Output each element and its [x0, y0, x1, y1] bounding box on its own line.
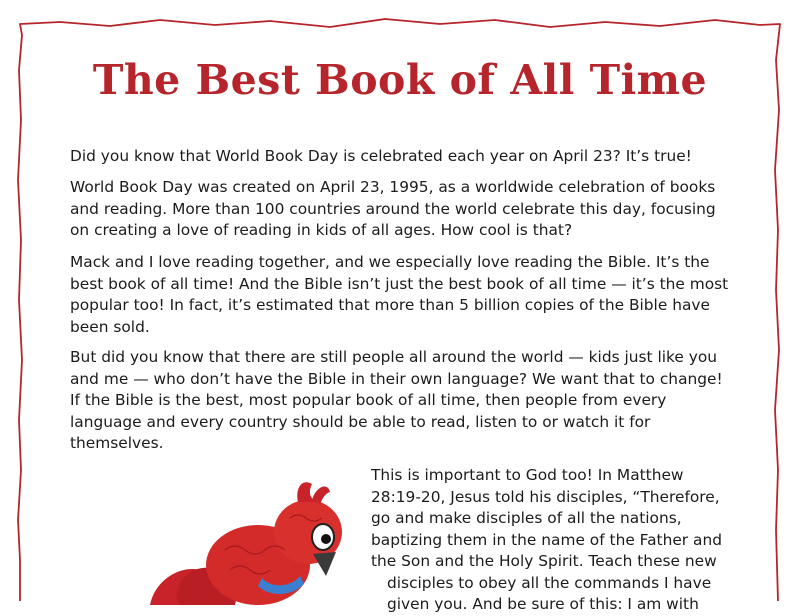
paragraph-language: But did you know that there are still people all around the world — kids just like you and me — who don’t have the Bible in their own language? We want that to change! If the Bible is the best, most popular book of all time, then people from every language and every country should be able to read, listen to or watch it for themselves.	[70, 348, 723, 452]
paragraph-world-book-day: Did you know that World Book Day is celebrated each year on April 23? It’s true!	[70, 147, 692, 165]
paragraph-matthew-part2: disciples to obey all the commands I have given you. And be sure of this: I am with	[387, 573, 712, 613]
paragraph-matthew-part1: This is important to God too! In Matthew 28:19-20, Jesus told his disciples, “Therefore, go and make disciples of all the nations, baptizing them in the name of the Father and the Son and the Holy Spirit. Teach these new	[371, 466, 722, 570]
paragraph-matthew	[371, 465, 736, 616]
paragraph-history: World Book Day was created on April 23, 1995, as a worldwide celebration of books and reading. More than 100 countries around the world celebrate this day, focusing on creating a love of reading in kids of all ages. How cool is that?	[70, 178, 716, 239]
page-title: The Best Book of All Time	[92, 56, 708, 104]
paragraph-bible: Mack and I love reading together, and we especially love reading the Bible. It’s the best book of all time! And the Bible isn’t just the best book of all time — it’s the most popular too! In fact, it’s estimated that more than 5 billion copies of the Bible have been sold.	[70, 253, 729, 336]
red-bird-mascot-icon	[130, 470, 360, 605]
